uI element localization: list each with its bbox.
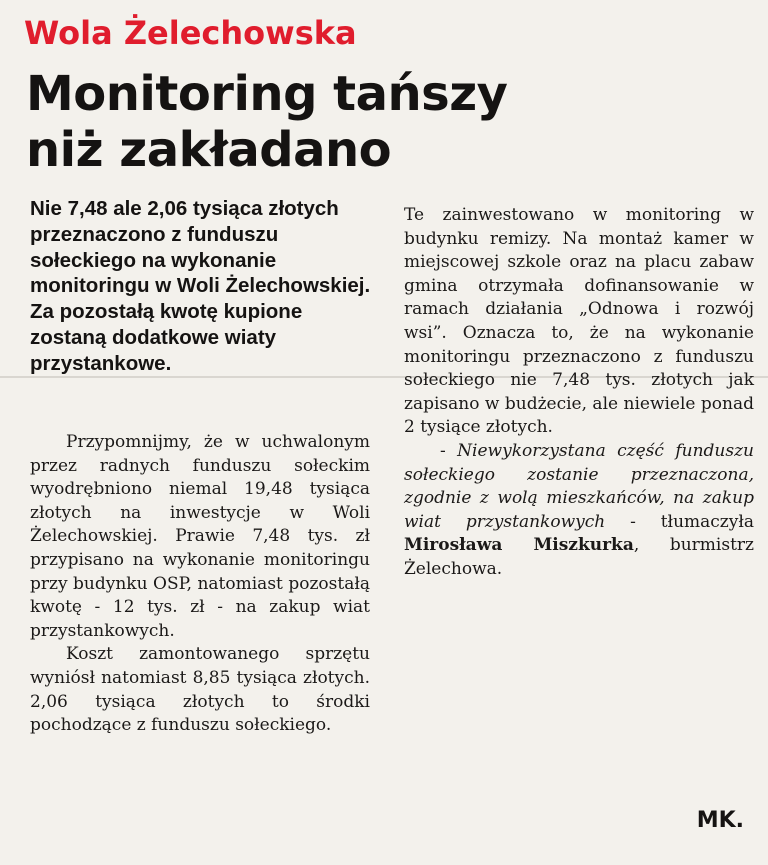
quote-author-role: , burmistrz Żelechowa.: [404, 535, 754, 579]
quote-text: Niewykorzystana część funduszu sołeckiego zostanie przeznaczona, zgodnie z wolą mieszkańców, na zakup wiat przystankowych: [404, 440, 754, 532]
article-headline: [26, 66, 626, 178]
quote-attribution: - tłumaczyła: [605, 511, 755, 532]
quote-paragraph: [404, 440, 754, 582]
headline-line-1: Monitoring tańszy: [26, 66, 508, 122]
body-paragraph: Te zainwestowano w monitoring w budynku remizy. Na montaż kamer w miejscowej szkole oraz na placu zabaw gmina otrzymała dofinansowanie w ramach działania „Odnowa i rozwój wsi”. Oznacza to, że na wykonanie monitoringu przeznaczono z funduszu sołeckiego nie 7,48 tys. złotych jak zapisano w budżecie, ale niewiele ponad 2 tysiące złotych.: [404, 205, 754, 438]
body-paragraph: Koszt zamontowanego sprzętu wyniósł natomiast 8,85 tysiąca złotych. 2,06 tysiąca złotych to środki pochodzące z funduszu sołeckiego.: [30, 644, 370, 736]
article-lead: Nie 7,48 ale 2,06 tysiąca złotych przeznaczono z funduszu sołeckiego na wykonanie monitoringu w Woli Żelechowskiej. Za pozostałą kwotę kupione zostaną dodatkowe wiaty przystankowe.: [30, 197, 371, 375]
quote-author: Mirosława Miszkurka: [404, 535, 634, 556]
author-signature: MK.: [696, 808, 744, 833]
article-column-left: [30, 431, 370, 738]
article-kicker: Wola Żelechowska: [24, 12, 363, 54]
article-column-right: [404, 204, 754, 582]
body-paragraph: Przypomnijmy, że w uchwalonym przez radnych funduszu sołeckim wyodrębniono niemal 19,48 tysiąca złotych na inwestycje w Woli Żelechowskiej. Prawie 7,48 tys. zł przypisano na wykonanie monitoringu przy budynku OSP, natomiast pozostałą kwotę - 12 tys. zł - na zakup wiat przystankowych.: [30, 432, 370, 641]
quote-dash: -: [440, 440, 458, 461]
headline-line-2: niż zakładano: [26, 122, 392, 178]
